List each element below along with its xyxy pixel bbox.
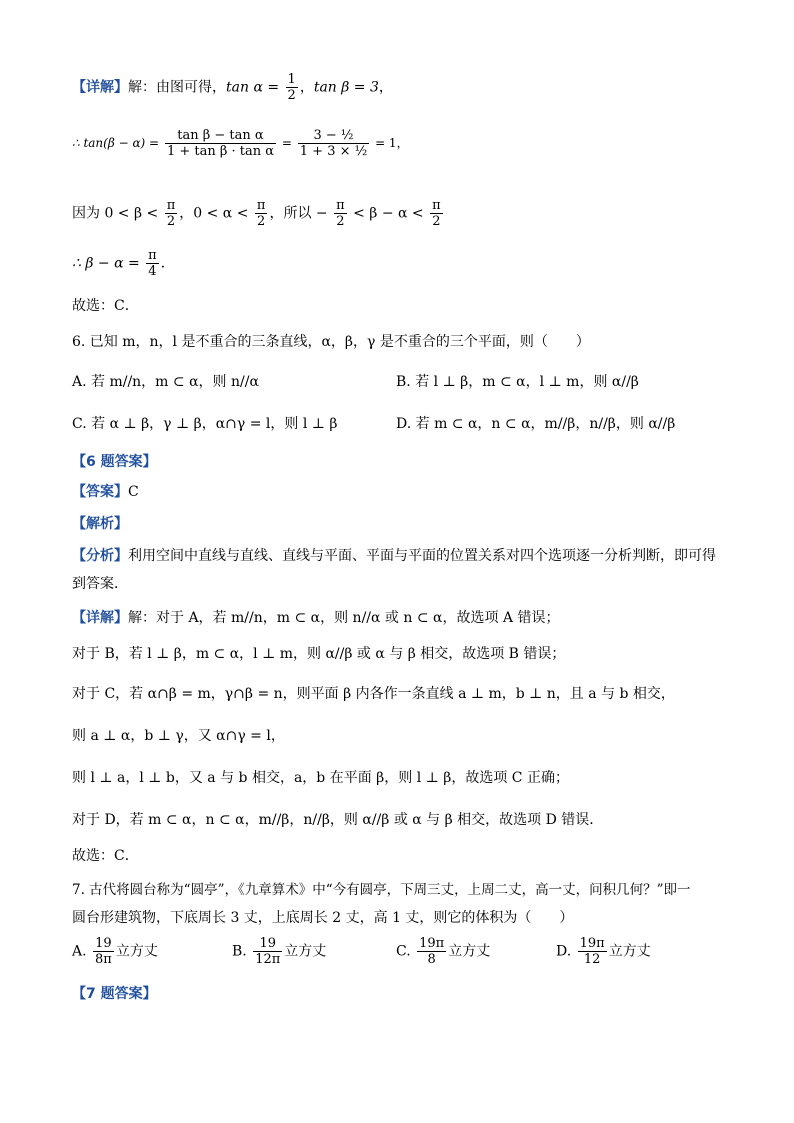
option-label: B. — [232, 943, 247, 960]
tan-diff-substituted — [298, 128, 369, 159]
detail-tag: 【详解】 — [72, 610, 128, 626]
q7-option-c — [396, 936, 490, 967]
tan-alpha-expr: tan α = — [226, 79, 280, 96]
q5-detail-line-2 — [72, 128, 734, 159]
q7-stem-line-2: 圆台形建筑物，下底周长 3 丈，上底周长 2 丈，高 1 丈，则它的体积为（ ） — [72, 910, 574, 926]
option-label: A. — [72, 943, 87, 960]
q6-fenxi-line-2: 到答案． — [72, 576, 128, 592]
q6-analysis-header: 【解析】 — [72, 516, 128, 532]
answer-tag: 【答案】 — [72, 484, 128, 500]
q6-fenxi-line-1 — [72, 546, 734, 566]
q6-detail-line-3: 对于 C，若 α∩β = m，γ∩β = n，则平面 β 内各作一条直线 a ⊥ m，b ⊥ n，且 a 与 b 相交， — [72, 686, 675, 702]
q6-option-c: C. 若 α ⊥ β，γ ⊥ β，α∩γ = l，则 l ⊥ β — [72, 416, 338, 432]
denominator-two: 2 — [336, 214, 345, 229]
option-fraction — [93, 936, 114, 967]
q6-option-b: B. 若 l ⊥ β，m ⊂ α，l ⊥ m，则 α//β — [396, 374, 639, 390]
pi-symbol: π — [432, 198, 441, 213]
substituted-numerator: 3 − ½ — [298, 128, 369, 144]
fraction-denominator: 2 — [287, 88, 296, 103]
fraction-denominator: 12 — [583, 952, 601, 967]
detail-text: 解：对于 A，若 m//n，m ⊂ α，则 n//α 或 n ⊂ α，故选项 A 错误； — [128, 610, 560, 626]
fraction-pi-over-2 — [430, 198, 443, 229]
option-fraction — [417, 936, 446, 967]
tan-diff-lhs: ∴ tan(β − α) = — [72, 136, 160, 150]
q7-answer-header: 【7 题答案】 — [72, 986, 157, 1002]
formula-numerator: tan β − tan α — [165, 128, 276, 144]
option-label: D. — [556, 943, 572, 960]
denominator-two: 2 — [432, 214, 441, 229]
fraction-pi-over-2 — [165, 198, 178, 229]
formula-denominator: 1 + tan β · tan α — [166, 144, 275, 159]
fraction-numerator: 19π — [419, 936, 445, 951]
range-alpha-text: ，0 < α < — [179, 205, 249, 222]
separator: ， — [378, 79, 393, 96]
denominator-two: 2 — [257, 214, 266, 229]
unit-text: 立方丈 — [448, 943, 491, 960]
q7-option-a — [72, 936, 158, 967]
q6-answer-line — [72, 482, 734, 502]
q6-stem: 6. 已知 m，n，l 是不重合的三条直线，α，β，γ 是不重合的三个平面，则（ ） — [72, 334, 590, 350]
q6-detail-line-4: 则 a ⊥ α，b ⊥ γ，又 α∩γ = l， — [72, 728, 285, 744]
detail-intro: 解：由图可得， — [128, 79, 226, 96]
denominator-two: 2 — [166, 214, 176, 229]
pi-symbol: π — [166, 198, 176, 213]
fraction-denominator: 12π — [255, 952, 281, 967]
option-label: C. — [396, 943, 411, 960]
separator: ， — [299, 79, 314, 96]
fraction-one-half — [286, 72, 298, 103]
range-diff-text: < β − α < — [353, 205, 424, 222]
q6-option-d: D. 若 m ⊂ α，n ⊂ α，m//β，n//β，则 α//β — [396, 416, 676, 432]
fraction-numerator: 19 — [253, 936, 282, 952]
substituted-denominator: 1 + 3 × ½ — [299, 144, 368, 159]
fraction-numerator: 19 — [93, 936, 114, 952]
q7-option-d — [556, 936, 651, 967]
fraction-numerator: 19π — [579, 936, 605, 951]
q6-option-a: A. 若 m//n，m ⊂ α，则 n//α — [72, 374, 259, 390]
q5-detail-line-1 — [72, 72, 734, 103]
result-one: = 1， — [375, 136, 409, 150]
q6-detail-line-1 — [72, 608, 734, 628]
q5-detail-line-4 — [72, 248, 734, 279]
unit-text: 立方丈 — [115, 943, 158, 960]
pi-symbol: π — [148, 248, 157, 263]
q5-conclusion: 故选：C． — [72, 298, 139, 314]
fraction-pi-over-2 — [334, 198, 347, 229]
q5-detail-line-3 — [72, 198, 734, 229]
q7-stem-line-1: 7. 古代将圆台称为“圆亭”，《九章算术》中“今有圆亭，下周三丈，上周二丈，高一丈，问积几何？”即一 — [72, 882, 691, 898]
fenxi-text: 利用空间中直线与直线、直线与平面、平面与平面的位置关系对四个选项逐一分析判断，即可得 — [128, 548, 716, 564]
range-beta-text: 因为 0 < β < — [72, 205, 159, 222]
fraction-pi-over-4 — [146, 248, 159, 279]
option-fraction — [578, 936, 607, 967]
pi-symbol: π — [256, 198, 266, 213]
fenxi-tag: 【分析】 — [72, 548, 128, 564]
q6-detail-line-2: 对于 B，若 l ⊥ β，m ⊂ α，l ⊥ m，则 α//β 或 α 与 β 相交，故选项 B 错误； — [72, 646, 566, 662]
fraction-denominator: 8π — [95, 952, 112, 967]
equals-sign: = — [281, 136, 292, 150]
diff-lhs: ∴ β − α = — [72, 255, 140, 272]
denominator-four: 4 — [148, 264, 157, 279]
pi-symbol: π — [336, 198, 345, 213]
q6-detail-line-6: 对于 D，若 m ⊂ α，n ⊂ α，m//β，n//β，则 α//β 或 α 与 β 相交，故选项 D 错误． — [72, 812, 604, 828]
fraction-denominator: 8 — [427, 952, 436, 967]
so-text: ，所以 − — [269, 205, 328, 222]
tan-diff-formula — [165, 128, 276, 159]
tan-beta-expr: tan β = 3 — [313, 79, 379, 96]
answer-value: C — [128, 484, 139, 500]
fraction-pi-over-2 — [255, 198, 268, 229]
q6-conclusion: 故选：C． — [72, 848, 139, 864]
q6-answer-header: 【6 题答案】 — [72, 454, 157, 470]
q7-option-b — [232, 936, 326, 967]
q6-detail-line-5: 则 l ⊥ a，l ⊥ b，又 a 与 b 相交，a，b 在平面 β，则 l ⊥ β，故选项 C 正确； — [72, 770, 569, 786]
option-fraction — [253, 936, 282, 967]
fraction-numerator: 1 — [287, 72, 296, 87]
unit-text: 立方丈 — [284, 943, 327, 960]
detail-tag: 【详解】 — [72, 79, 128, 96]
unit-text: 立方丈 — [608, 943, 651, 960]
period: ． — [160, 255, 175, 272]
